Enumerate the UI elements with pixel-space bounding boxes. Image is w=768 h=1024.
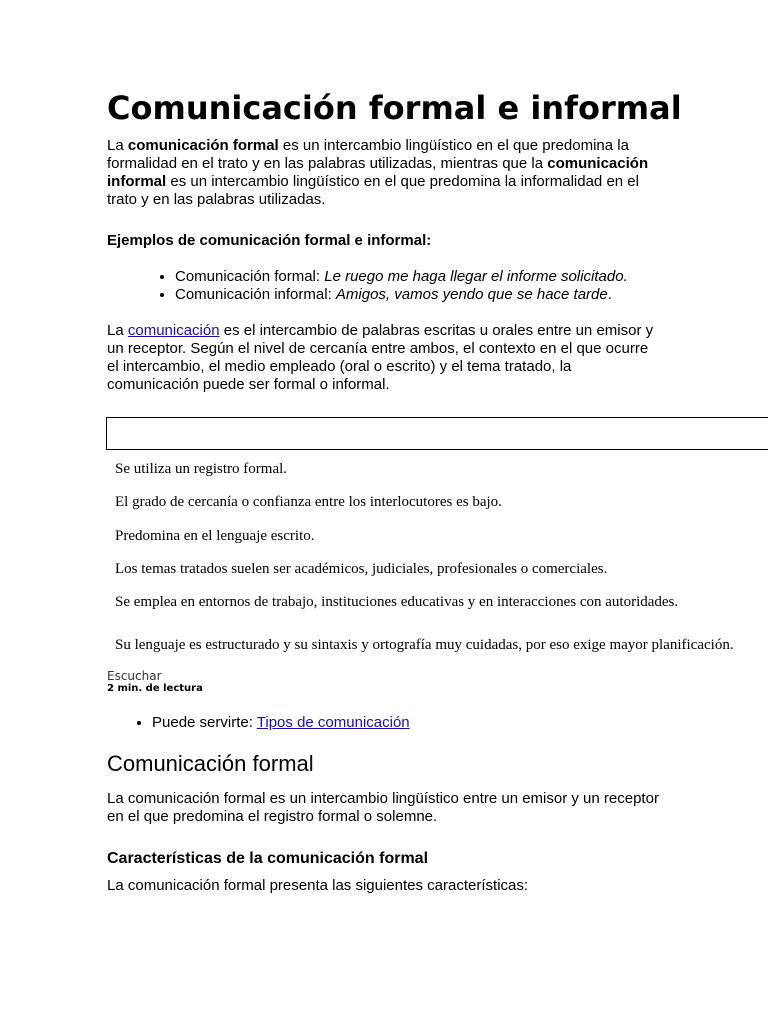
characteristics-intro: La comunicación formal presenta las siguientes características: xyxy=(107,877,529,894)
communication-text-2: es el intercambio de palabras escritas u orales entre un emisor y un receptor. Según el nivel de cercanía entre ambos, el contexto en el que ocurre el intercambio, el medio empleado (oral o escrito) y el tema tratado, la comunicación puede ser formal o informal. xyxy=(107,322,654,393)
list-item xyxy=(175,286,628,304)
communication-paragraph xyxy=(107,322,663,394)
informal-term: comunicación informal xyxy=(107,155,649,190)
intro-text-1: La xyxy=(107,137,128,154)
reading-time: 2 min. de lectura xyxy=(107,683,203,694)
sub-heading: Características de la comunicación formal xyxy=(107,850,429,867)
see-also-prefix: Puede servirte: xyxy=(152,714,257,731)
formal-term: comunicación formal xyxy=(127,137,279,154)
section-title: Comunicación formal xyxy=(107,751,314,776)
characteristic-line: Predomina en el lenguaje escrito. xyxy=(115,528,315,544)
listen-button[interactable]: Escuchar xyxy=(107,669,162,683)
example-quote: Amigos, vamos yendo que se hace tarde xyxy=(335,286,608,303)
characteristic-line: Los temas tratados suelen ser académicos, judiciales, profesionales o comerciales. xyxy=(115,561,608,577)
example-label: Comunicación informal: xyxy=(175,286,336,303)
types-of-communication-link[interactable]: Tipos de comunicación xyxy=(256,714,410,731)
example-label: Comunicación formal: xyxy=(175,268,325,285)
characteristic-line: Se utiliza un registro formal. xyxy=(115,461,288,477)
example-end: . xyxy=(607,286,612,303)
characteristic-line: El grado de cercanía o confianza entre los interlocutores es bajo. xyxy=(115,494,502,510)
characteristic-line: Su lenguaje es estructurado y su sintaxis y ortografía muy cuidadas, por eso exige mayor planificación. xyxy=(115,637,734,653)
intro-text-3: es un intercambio lingüístico en el que predomina la informalidad en el trato y en las palabras utilizadas. xyxy=(107,173,639,208)
embedded-frame xyxy=(106,417,768,450)
list-item xyxy=(175,268,628,286)
intro-text-2: es un intercambio lingüístico en el que predomina la formalidad en el trato y en las palabras utilizadas, mientras que la xyxy=(107,137,629,172)
communication-link[interactable]: comunicación xyxy=(127,322,220,339)
example-quote: Le ruego me haga llegar el informe solicitado. xyxy=(324,268,628,285)
formal-paragraph: La comunicación formal es un intercambio lingüístico entre un emisor y un receptor en el que predomina el registro formal o solemne. xyxy=(107,790,659,825)
examples-heading: Ejemplos de comunicación formal e informal: xyxy=(107,232,432,249)
characteristic-line: Se emplea en entornos de trabajo, instituciones educativas y en interacciones con autoridades. xyxy=(115,594,679,610)
page-title: Comunicación formal e informal xyxy=(107,89,682,127)
intro-paragraph xyxy=(107,137,667,209)
communication-text-1: La xyxy=(107,322,128,339)
list-item xyxy=(152,714,410,732)
examples-list xyxy=(152,268,628,304)
see-also-list xyxy=(129,714,410,732)
